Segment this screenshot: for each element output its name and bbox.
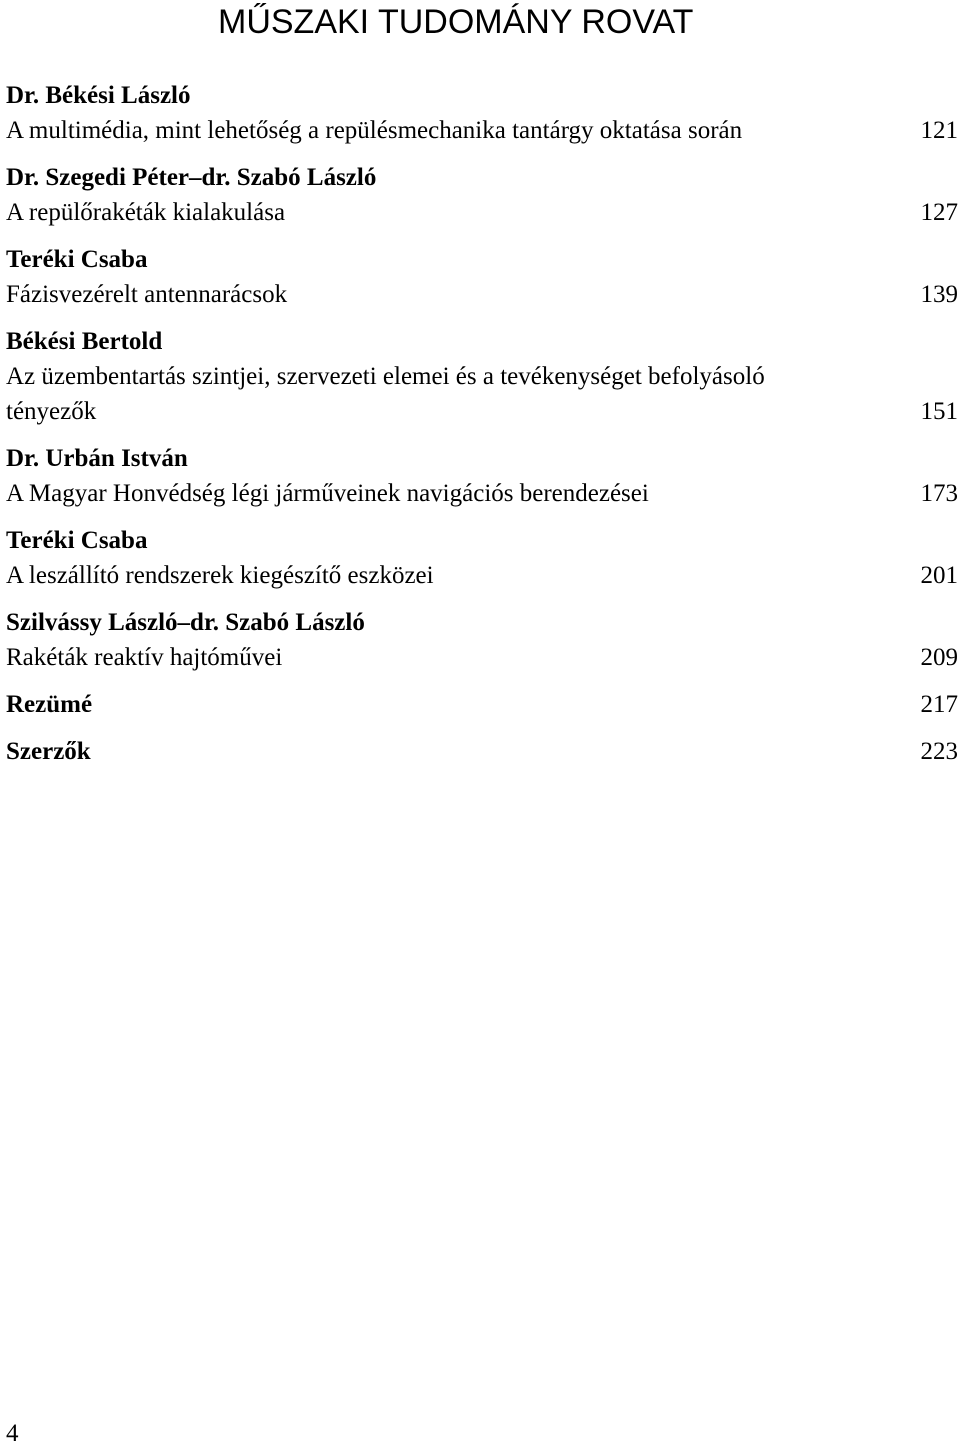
entry-author: Dr. Urbán István bbox=[6, 445, 188, 472]
entry-author: Dr. Békési László bbox=[6, 82, 191, 109]
entry-page-number: 151 bbox=[920, 398, 958, 425]
entry-title: A Magyar Honvédség légi járműveinek navigációs berendezései bbox=[6, 480, 649, 507]
entry-row bbox=[6, 640, 958, 675]
entry-row bbox=[6, 195, 958, 230]
entry-row bbox=[6, 113, 958, 148]
entry-page-number: 201 bbox=[920, 562, 958, 589]
entry-author: Teréki Csaba bbox=[6, 527, 148, 554]
entry-author: Szilvássy László–dr. Szabó László bbox=[6, 609, 365, 636]
toc-entry[interactable] bbox=[6, 242, 958, 312]
entry-title: Szerzők bbox=[6, 738, 91, 765]
section-title: MŰSZAKI TUDOMÁNY ROVAT bbox=[218, 3, 694, 41]
entry-title: Rakéták reaktív hajtóművei bbox=[6, 644, 283, 671]
entry-title: Rezümé bbox=[6, 691, 93, 718]
entry-row bbox=[6, 277, 958, 312]
entry-page-number: 217 bbox=[920, 691, 958, 718]
toc-entry[interactable] bbox=[6, 78, 958, 148]
toc-entry[interactable] bbox=[6, 324, 958, 429]
toc-entry-resume[interactable] bbox=[6, 687, 958, 722]
page-number: 4 bbox=[6, 1420, 19, 1447]
toc-entry[interactable] bbox=[6, 523, 958, 593]
toc-entry[interactable] bbox=[6, 160, 958, 230]
entry-title: A multimédia, mint lehetőség a repülésmechanika tantárgy oktatása során bbox=[6, 117, 743, 144]
entry-page-number: 139 bbox=[920, 281, 958, 308]
toc-entry[interactable] bbox=[6, 605, 958, 675]
entry-author: Teréki Csaba bbox=[6, 246, 148, 273]
entry-page-number: 209 bbox=[920, 644, 958, 671]
entry-title: Az üzembentartás szintjei, szervezeti elemei és a tevékenységet befolyásoló tényezők bbox=[6, 363, 765, 425]
toc-entry-authors[interactable] bbox=[6, 734, 958, 769]
toc-entry[interactable] bbox=[6, 441, 958, 511]
entry-title: A leszállító rendszerek kiegészítő eszközei bbox=[6, 562, 434, 589]
entry-row bbox=[6, 359, 958, 429]
entry-page-number: 223 bbox=[920, 738, 958, 765]
entry-author: Békési Bertold bbox=[6, 328, 163, 355]
entry-author: Dr. Szegedi Péter–dr. Szabó László bbox=[6, 164, 377, 191]
entry-page-number: 121 bbox=[920, 117, 958, 144]
entry-page-number: 127 bbox=[920, 199, 958, 226]
entry-title: A repülőrakéták kialakulása bbox=[6, 199, 286, 226]
entry-row bbox=[6, 476, 958, 511]
table-of-contents bbox=[6, 78, 958, 781]
entry-title: Fázisvezérelt antennarácsok bbox=[6, 281, 288, 308]
entry-page-number: 173 bbox=[920, 480, 958, 507]
entry-row bbox=[6, 558, 958, 593]
